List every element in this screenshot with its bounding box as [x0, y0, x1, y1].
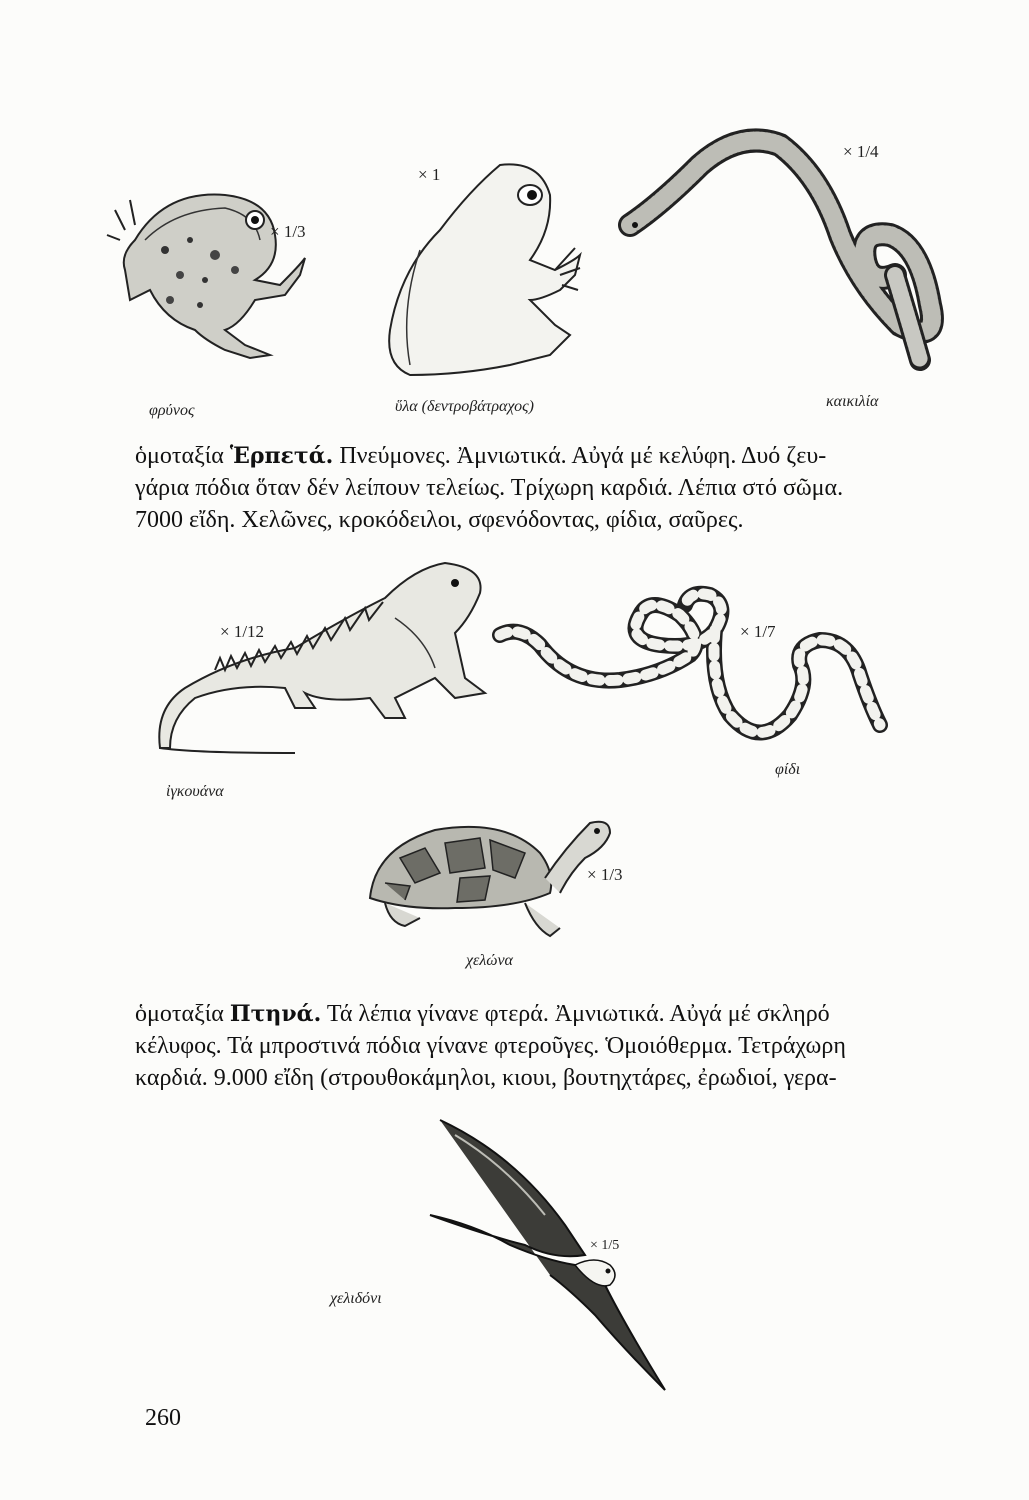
tree-frog-illustration	[380, 150, 580, 380]
snake-caption: φίδι	[775, 761, 801, 778]
class-name-birds: Πτηνά.	[229, 1001, 322, 1027]
iguana-illustration	[155, 558, 490, 758]
caecilian-illustration	[620, 125, 960, 370]
class-name-reptiles: Ἑρπετά.	[229, 443, 334, 469]
turtle-scale: × 1/3	[587, 865, 623, 884]
turtle-illustration	[365, 818, 615, 948]
caecilian-scale: × 1/4	[843, 142, 879, 161]
frog-caption: ὕλα (δεντροβάτραχος)	[395, 398, 534, 415]
swallow-scale: × 1/5	[590, 1238, 620, 1253]
iguana-caption: ἰγκουάνα	[166, 783, 224, 800]
toad-scale: × 1/3	[270, 222, 306, 241]
birds-line-3: καρδιά. 9.000 εἴδη (στρουθοκάμηλοι, κιουι, βουτηχτάρες, ἐρωδιοί, γερα-	[135, 1065, 837, 1091]
birds-paragraph	[135, 998, 935, 1094]
reptiles-line-1: ὁμοταξία Ἑρπετά. Πνεύμονες. Ἀμνιωτικά. Αὐγά μέ κελύφη. Δυό ζευ-	[135, 443, 827, 469]
reptiles-paragraph	[135, 440, 935, 536]
birds-line-2: κέλυφος. Τά μπροστινά πόδια γίνανε φτεροῦγες. Ὁμοιόθερμα. Τετράχωρη	[135, 1033, 846, 1059]
frog-scale: × 1	[418, 165, 441, 184]
turtle-caption: χελώνα	[466, 952, 513, 969]
page-number: 260	[145, 1405, 181, 1431]
toad-caption: φρύνος	[149, 402, 195, 419]
snake-scale: × 1/7	[740, 622, 776, 641]
swallow-caption: χελιδόνι	[330, 1290, 382, 1307]
reptiles-line-3: 7000 εἴδη. Χελῶνες, κροκόδειλοι, σφενόδοντας, φίδια, σαῦρες.	[135, 507, 744, 533]
birds-line-1: ὁμοταξία Πτηνά. Τά λέπια γίνανε φτερά. Ἀμνιωτικά. Αὐγά μέ σκληρό	[135, 1001, 830, 1027]
toad-illustration	[105, 180, 305, 375]
caecilian-caption: καικιλία	[826, 393, 879, 410]
iguana-scale: × 1/12	[220, 622, 265, 641]
swallow-illustration	[425, 1115, 685, 1395]
snake-illustration	[500, 575, 890, 755]
reptiles-line-2: γάρια πόδια ὅταν δέν λείπουν τελείως. Τρίχωρη καρδιά. Λέπια στό σῶμα.	[135, 475, 844, 501]
